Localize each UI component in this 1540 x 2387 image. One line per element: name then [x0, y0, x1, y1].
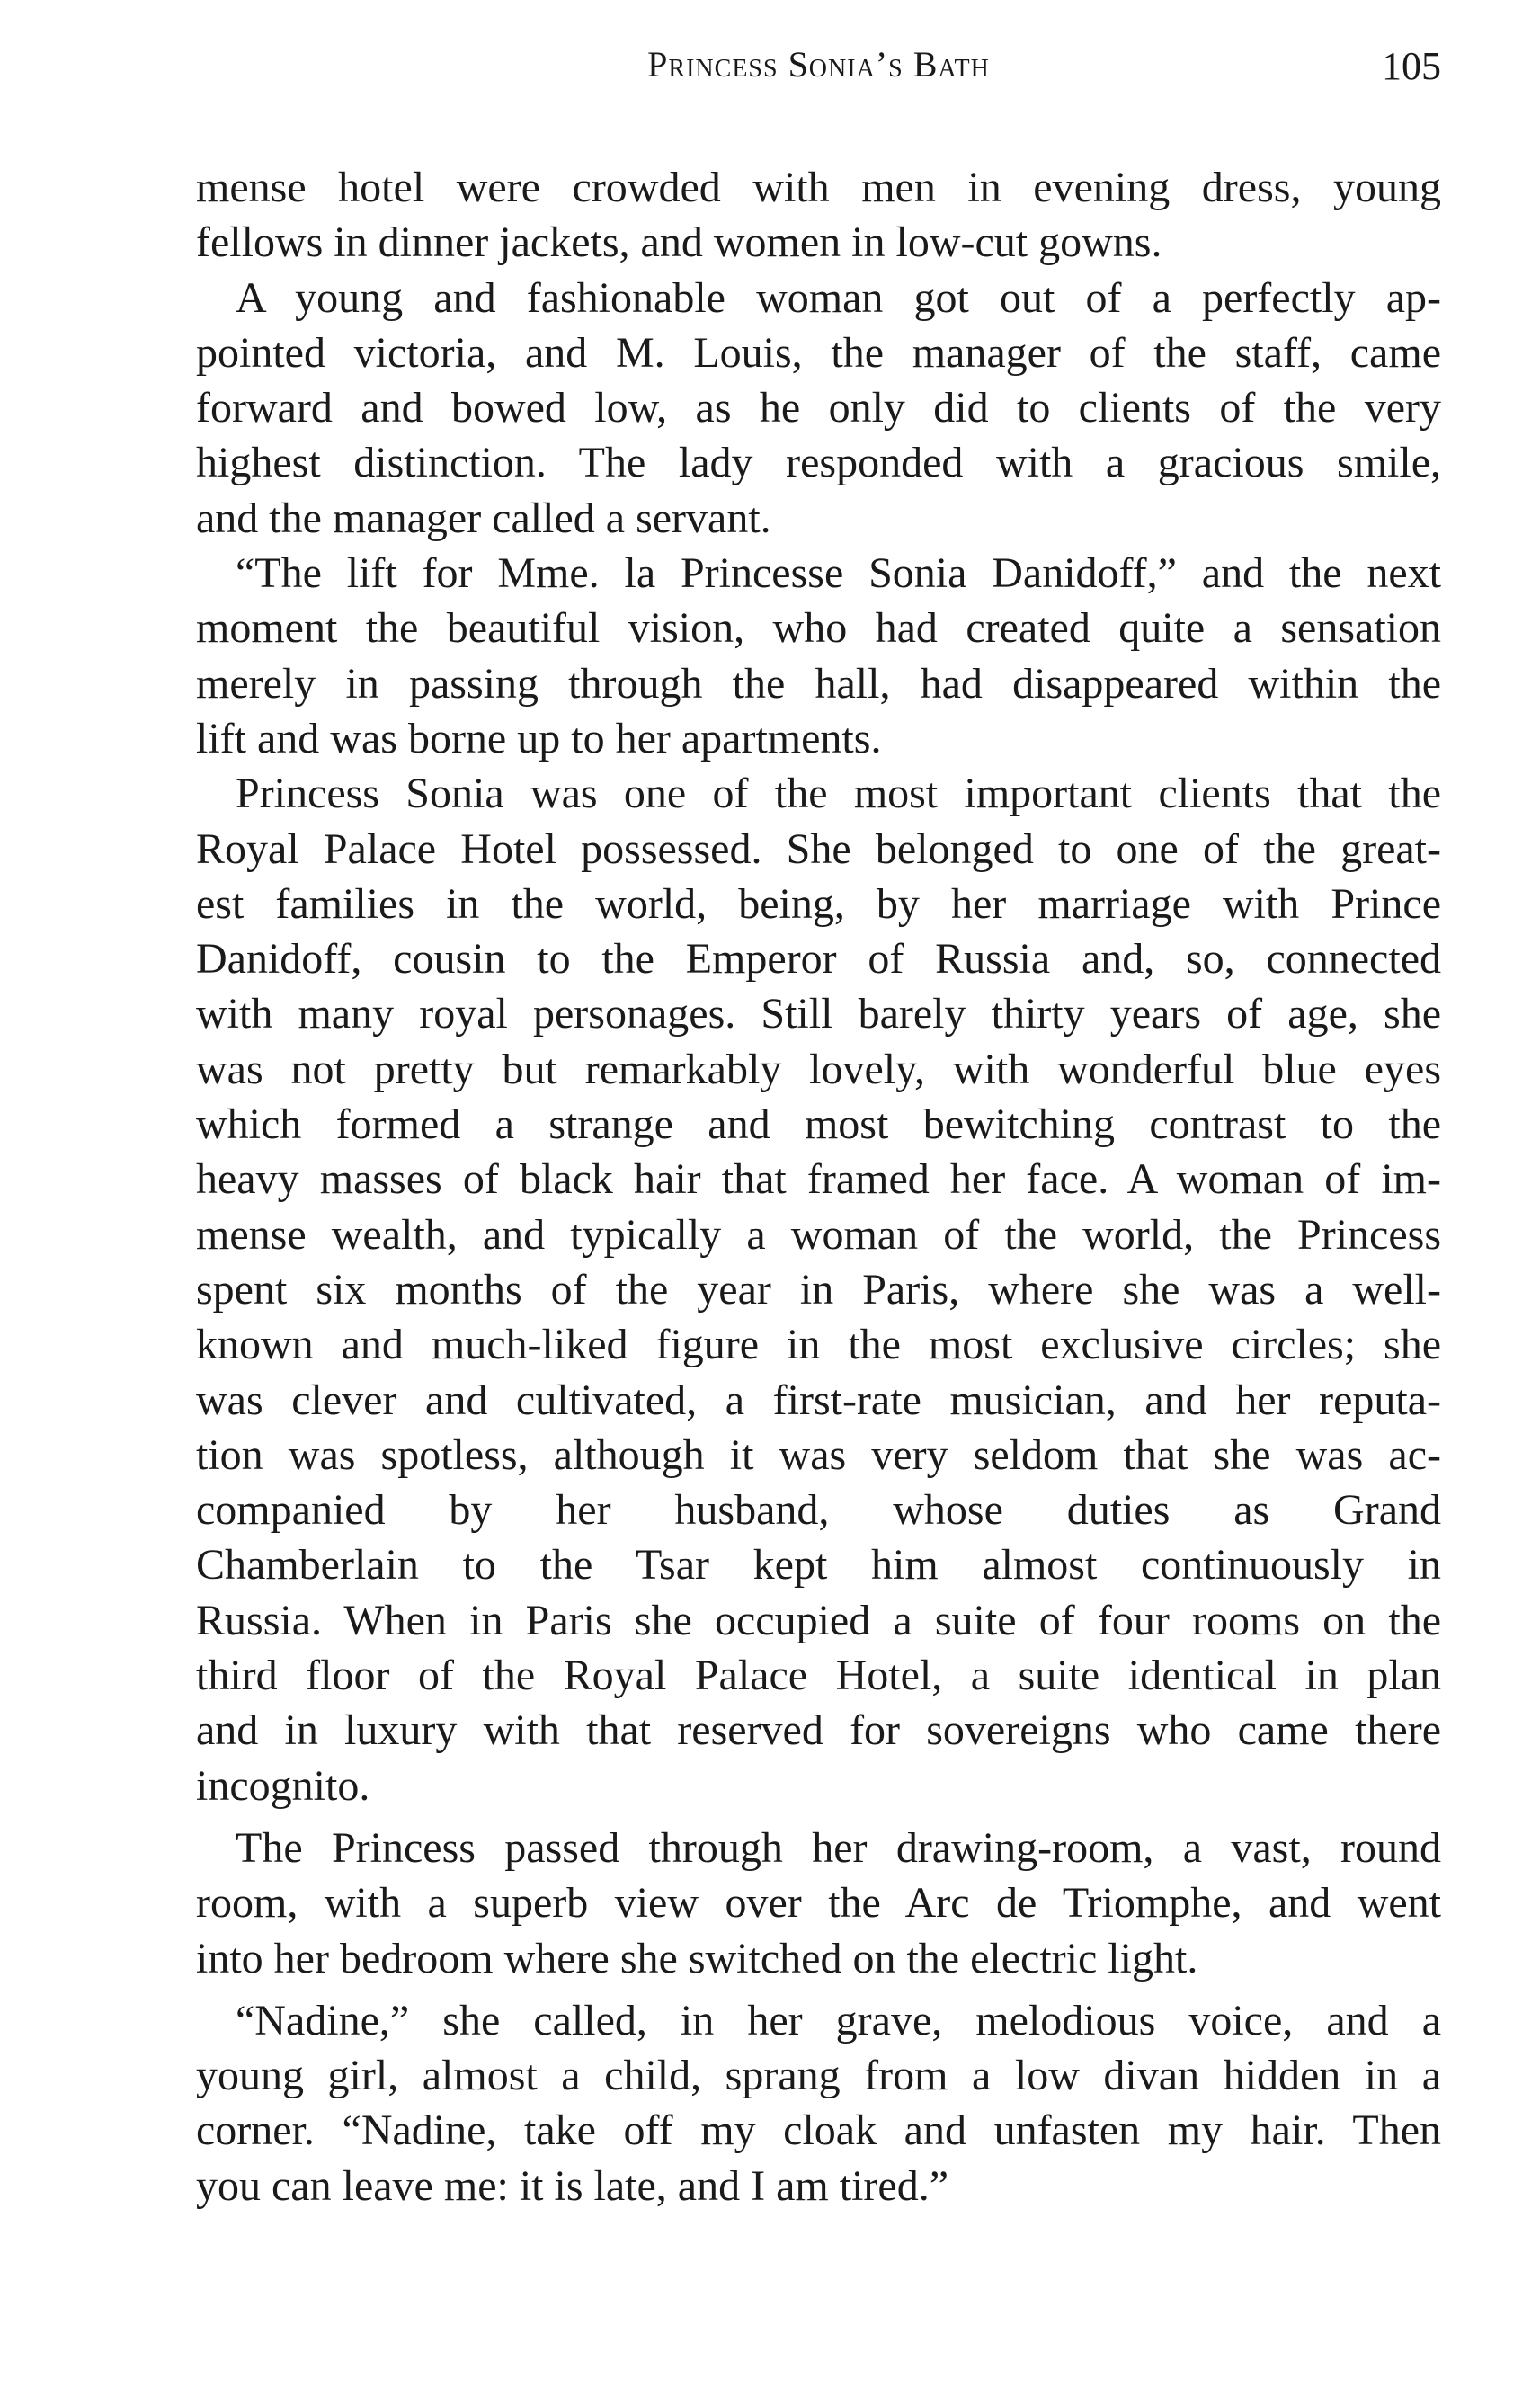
text-line: third floor of the Royal Palace Hotel, a suite identical in plan — [196, 1652, 1441, 1700]
text-line: which formed a strange and most bewitching contrast to the — [196, 1100, 1441, 1149]
text-line: A young and fashionable woman got out of a perfectly ap- — [236, 273, 1441, 322]
text-line: was clever and cultivated, a first-rate musician, and her reputa- — [196, 1376, 1441, 1424]
text-line: and in luxury with that reserved for sovereigns who came there — [196, 1706, 1441, 1755]
running-title: Princess Sonia’s Bath — [647, 44, 990, 85]
text-line: Danidoff, cousin to the Emperor of Russia and, so, connected — [196, 935, 1441, 984]
text-line: with many royal personages. Still barely thirty years of age, she — [196, 990, 1441, 1038]
page-number: 105 — [1382, 44, 1441, 88]
text-line: forward and bowed low, as he only did to clients of the very — [196, 384, 1441, 432]
text-line: mense wealth, and typically a woman of the world, the Princess — [196, 1210, 1441, 1259]
page-header — [196, 43, 1441, 97]
text-line: room, with a superb view over the Arc de Triomphe, and went — [196, 1879, 1441, 1928]
text-line: fellows in dinner jackets, and women in low-cut gowns. — [196, 218, 1162, 267]
text-line: known and much-liked figure in the most exclusive circles; she — [196, 1321, 1441, 1369]
text-line: est families in the world, being, by her marriage with Prince — [196, 879, 1441, 928]
text-line: incognito. — [196, 1761, 370, 1810]
text-line: Chamberlain to the Tsar kept him almost continuously in — [196, 1541, 1441, 1590]
text-line: pointed victoria, and M. Louis, the manager of the staff, came — [196, 328, 1441, 377]
text-line: tion was spotless, although it was very seldom that she was ac- — [196, 1430, 1441, 1479]
text-line: lift and was borne up to her apartments. — [196, 714, 882, 762]
body-text — [196, 160, 1441, 2213]
text-line: you can leave me: it is late, and I am tired.” — [196, 2161, 948, 2210]
text-line: young girl, almost a child, sprang from a low divan hidden in a — [196, 2052, 1441, 2100]
text-line: “Nadine,” she called, in her grave, melodious voice, and a — [236, 1996, 1441, 2044]
text-line: Russia. When in Paris she occupied a suite of four rooms on the — [196, 1596, 1441, 1644]
text-line: mense hotel were crowded with men in evening dress, young — [196, 164, 1441, 211]
text-line: highest distinction. The lady responded with a gracious smile, — [196, 439, 1441, 487]
text-line: moment the beautiful vision, who had created quite a sensation — [196, 604, 1441, 653]
text-line: into her bedroom where she switched on the electric light. — [196, 1934, 1198, 1982]
text-line: Royal Palace Hotel possessed. She belonged to one of the great- — [196, 824, 1441, 873]
text-line: was not pretty but remarkably lovely, with wonderful blue eyes — [196, 1045, 1441, 1093]
text-line: The Princess passed through her drawing-room, a vast, round — [236, 1823, 1441, 1872]
text-line: merely in passing through the hall, had disappeared within the — [196, 659, 1441, 708]
text-line: spent six months of the year in Paris, where she was a well- — [196, 1265, 1441, 1314]
text-line: “The lift for Mme. la Princesse Sonia Danidoff,” and the next — [236, 549, 1441, 598]
text-line: Princess Sonia was one of the most important clients that the — [236, 770, 1441, 818]
text-line: and the manager called a servant. — [196, 494, 771, 542]
text-line: corner. “Nadine, take off my cloak and unfasten my hair. Then — [196, 2106, 1441, 2155]
text-line: heavy masses of black hair that framed her face. A woman of im- — [196, 1155, 1441, 1204]
text-line: companied by her husband, whose duties as Grand — [196, 1486, 1441, 1535]
